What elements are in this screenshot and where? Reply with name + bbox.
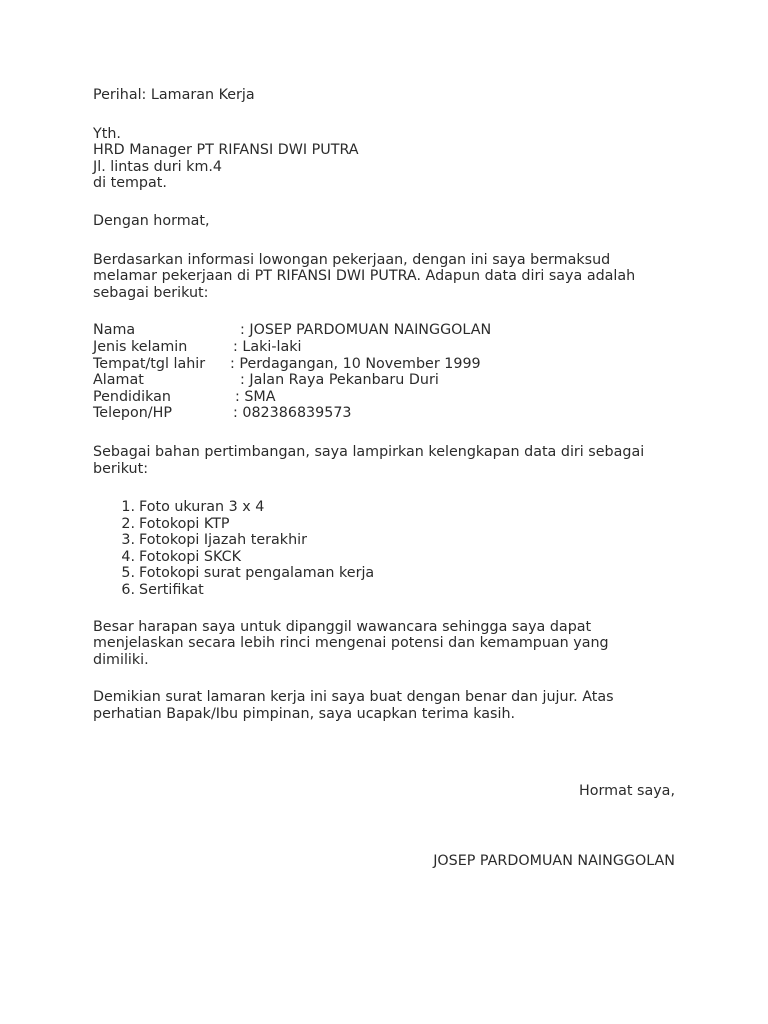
list-text: Fotokopi SKCK — [139, 548, 241, 565]
field-nama — [93, 322, 675, 339]
list-item — [121, 515, 675, 533]
spacer — [93, 668, 675, 689]
field-value: : SMA — [235, 388, 276, 405]
spacer — [93, 301, 675, 322]
field-value: : Laki-laki — [233, 338, 302, 355]
list-number: 1. — [121, 499, 135, 516]
field-label: Nama — [93, 322, 136, 339]
list-item — [121, 532, 675, 549]
recipient-block — [93, 126, 675, 192]
closing-line: Demikian surat lamaran kerja ini saya buat dengan benar dan jujur. Atas — [93, 689, 614, 706]
field-alamat — [93, 372, 675, 389]
list-number: 4. — [121, 548, 135, 565]
field-label: Pendidikan — [93, 388, 171, 405]
attachment-intro-paragraph — [93, 444, 675, 477]
list-item — [121, 548, 675, 566]
field-label: Telepon/HP — [93, 405, 172, 422]
field-label: Jenis kelamin — [93, 338, 188, 355]
spacer — [93, 599, 675, 619]
list-text: Sertifikat — [139, 582, 204, 599]
intro-line: Berdasarkan informasi lowongan pekerjaan, dengan ini saya bermaksud — [93, 251, 611, 268]
hope-paragraph — [93, 619, 675, 669]
letter-subject: Perihal: Lamaran Kerja — [93, 87, 255, 103]
attachment-list — [93, 499, 675, 599]
field-label: Alamat — [93, 372, 144, 389]
recipient-name: HRD Manager PT RIFANSI DWI PUTRA — [93, 142, 359, 159]
sign-off: Hormat saya, — [579, 782, 675, 799]
list-text: Fotokopi Ijazah terakhir — [139, 532, 307, 549]
spacer — [93, 192, 675, 213]
spacer — [93, 230, 675, 252]
list-number: 2. — [121, 515, 135, 532]
field-pendidikan — [93, 389, 675, 406]
field-value: : JOSEP PARDOMUAN NAINGGOLAN — [240, 322, 492, 339]
recipient-salutation: Yth. — [93, 125, 121, 142]
intro-line: melamar pekerjaan di PT RIFANSI DWI PUTRA. Adapun data diri saya adalah — [93, 268, 636, 285]
intro-paragraph — [93, 252, 675, 302]
list-item — [121, 565, 675, 582]
list-number: 3. — [121, 532, 135, 549]
personal-data-block — [93, 322, 675, 422]
field-tempat-tgl-lahir — [93, 356, 675, 373]
attachment-intro-line: berikut: — [93, 460, 149, 477]
recipient-address: Jl. lintas duri km.4 — [93, 158, 223, 175]
field-value: : 082386839573 — [233, 405, 352, 422]
spacer — [93, 723, 675, 783]
recipient-place: di tempat. — [93, 175, 167, 192]
list-item — [121, 499, 675, 516]
field-telepon — [93, 405, 675, 422]
spacer — [93, 799, 675, 853]
letter-document — [93, 87, 675, 870]
list-text: Fotokopi surat pengalaman kerja — [139, 565, 375, 582]
spacer — [93, 477, 675, 499]
hope-line: Besar harapan saya untuk dipanggil wawancara sehingga saya dapat — [93, 618, 592, 635]
closing-line: perhatian Bapak/Ibu pimpinan, saya ucapkan terima kasih. — [93, 706, 516, 723]
field-value: : Jalan Raya Pekanbaru Duri — [240, 372, 439, 389]
attachment-intro-line: Sebagai bahan pertimbangan, saya lampirkan kelengkapan data diri sebagai — [93, 443, 645, 460]
list-number: 5. — [121, 565, 135, 582]
signer-name: JOSEP PARDOMUAN NAINGGOLAN — [433, 853, 675, 870]
spacer — [93, 104, 675, 126]
field-value: : Perdagangan, 10 November 1999 — [230, 355, 481, 372]
hope-line: dimiliki. — [93, 651, 149, 668]
field-label: Tempat/tgl lahir — [93, 355, 206, 372]
list-text: Fotokopi KTP — [139, 515, 230, 532]
greeting: Dengan hormat, — [93, 212, 210, 229]
closing-paragraph — [93, 689, 675, 722]
list-item — [121, 582, 675, 599]
hope-line: menjelaskan secara lebih rinci mengenai potensi dan kemampuan yang — [93, 635, 609, 652]
spacer — [93, 422, 675, 444]
list-text: Foto ukuran 3 x 4 — [139, 499, 265, 516]
list-number: 6. — [121, 582, 135, 599]
intro-line: sebagai berikut: — [93, 284, 209, 301]
field-jenis-kelamin — [93, 339, 675, 356]
